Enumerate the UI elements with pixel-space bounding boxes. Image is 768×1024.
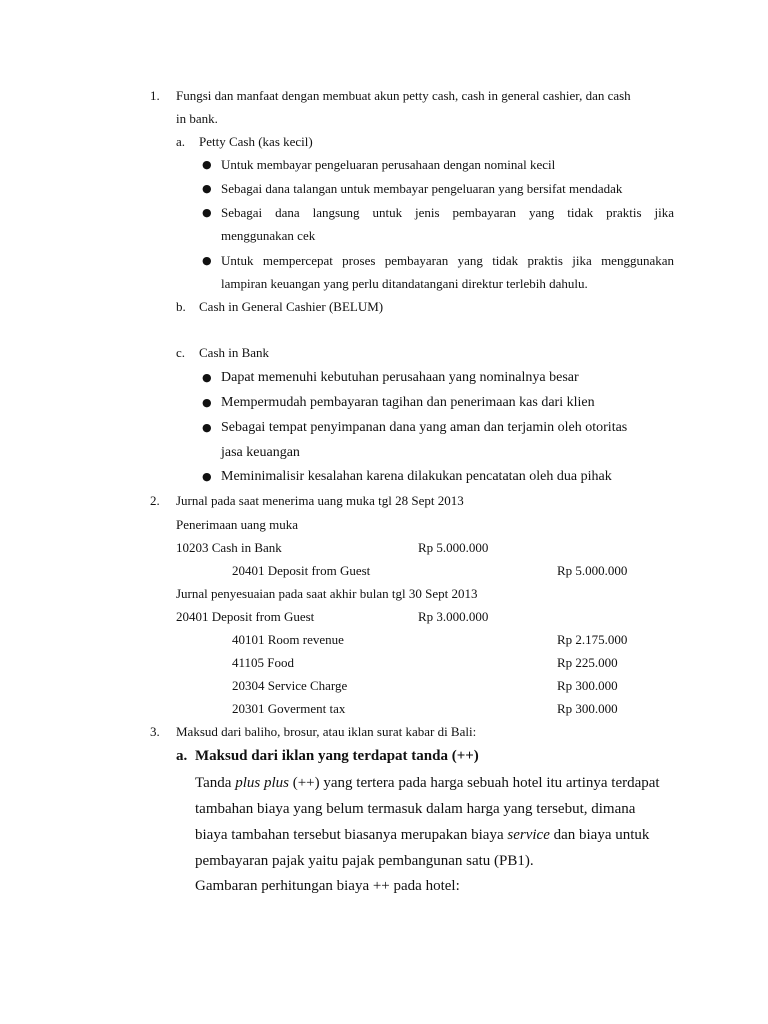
bullet-icon: ●	[202, 470, 212, 483]
item-1-number: 1.	[150, 88, 160, 103]
petty-cash-bullet-1: Untuk membayar pengeluaran perusahaan dengan nominal kecil	[221, 157, 556, 172]
item-1c-label: c.	[176, 345, 186, 360]
item-2-number: 2.	[150, 493, 160, 508]
cash-in-bank-bullet-3-line-1: Sebagai tempat penyimpanan dana yang aman dan terjamin oleh otoritas	[221, 420, 628, 435]
bullet-icon: ●	[202, 206, 212, 219]
bullet-icon: ●	[202, 396, 212, 409]
paragraph-line-4: pembayaran pajak yaitu pajak pembangunan satu (PB1).	[195, 853, 534, 869]
item-1b-label: b.	[176, 299, 186, 314]
bullet-icon: ●	[202, 182, 212, 195]
cash-in-bank-bullet-2: Mempermudah pembayaran tagihan dan penerimaan kas dari klien	[221, 395, 595, 410]
journal-subtitle-2: Jurnal penyesuaian pada saat akhir bulan tgl 30 Sept 2013	[176, 586, 478, 601]
item-3-number: 3.	[150, 724, 160, 739]
paragraph-line-2: tambahan biaya yang belum termasuk dalam harga yang tersebut, dimana	[195, 801, 636, 817]
item-2-title: Jurnal pada saat menerima uang muka tgl 28 Sept 2013	[176, 493, 464, 508]
journal-2-credit-amount: Rp 300.000	[557, 678, 618, 693]
item-3a-title: Maksud dari iklan yang terdapat tanda (++)	[195, 748, 479, 764]
journal-2-debit-account: 20401 Deposit from Guest	[176, 609, 315, 624]
item-1-title-line-1: Fungsi dan manfaat dengan membuat akun petty cash, cash in general cashier, dan cash	[176, 88, 631, 103]
bullet-icon: ●	[202, 421, 212, 434]
journal-2-credit-amount: Rp 300.000	[557, 701, 618, 716]
item-1-title-line-2: in bank.	[176, 111, 218, 126]
item-1b-title: Cash in General Cashier (BELUM)	[199, 299, 384, 314]
journal-2-credit-account: 20301 Goverment tax	[232, 701, 346, 716]
italic-term: plus plus	[235, 775, 289, 791]
petty-cash-bullet-4-line-1: Untuk mempercepat proses pembayaran yang tidak praktis jika menggunakan	[221, 253, 674, 268]
journal-2-credit-amount: Rp 225.000	[557, 655, 618, 670]
bullet-icon: ●	[202, 371, 212, 384]
paragraph-text: Tanda	[195, 775, 236, 791]
petty-cash-bullet-2: Sebagai dana talangan untuk membayar pengeluaran yang bersifat mendadak	[221, 181, 623, 196]
petty-cash-bullet-3-line-2: menggunakan cek	[221, 228, 316, 243]
item-3a-label: a.	[176, 748, 188, 764]
paragraph-text: dan biaya untuk	[549, 827, 650, 843]
italic-term: service	[507, 827, 550, 843]
petty-cash-bullet-3-line-1: Sebagai dana langsung untuk jenis pembayaran yang tidak praktis jika	[221, 205, 674, 220]
bullet-icon: ●	[202, 158, 212, 171]
paragraph-line-1	[195, 774, 660, 792]
paragraph-text: biaya tambahan tersebut biasanya merupakan biaya	[195, 827, 508, 843]
paragraph-line-3	[195, 826, 649, 844]
journal-2-credit-account: 41105 Food	[232, 655, 294, 670]
journal-subtitle-1: Penerimaan uang muka	[176, 517, 299, 532]
journal-2-credit-amount: Rp 2.175.000	[557, 632, 628, 647]
journal-2-credit-account: 40101 Room revenue	[232, 632, 344, 647]
journal-1-debit-account: 10203 Cash in Bank	[176, 540, 282, 555]
journal-1-credit-amount: Rp 5.000.000	[557, 563, 628, 578]
journal-1-debit-amount: Rp 5.000.000	[418, 540, 489, 555]
cash-in-bank-bullet-1: Dapat memenuhi kebutuhan perusahaan yang nominalnya besar	[221, 370, 579, 385]
cash-in-bank-bullet-3-line-2: jasa keuangan	[221, 445, 300, 460]
journal-2-credit-account: 20304 Service Charge	[232, 678, 348, 693]
journal-1-credit-account: 20401 Deposit from Guest	[232, 563, 371, 578]
petty-cash-bullet-4-line-2: lampiran keuangan yang perlu ditandatangani direktur terlebih dahulu.	[221, 276, 588, 291]
item-1c-title: Cash in Bank	[199, 345, 270, 360]
paragraph-line-5: Gambaran perhitungan biaya ++ pada hotel:	[195, 878, 460, 894]
paragraph-text: (++) yang tertera pada harga sebuah hotel itu artinya terdapat	[288, 775, 660, 791]
cash-in-bank-bullet-4: Meminimalisir kesalahan karena dilakukan pencatatan oleh dua pihak	[221, 469, 612, 484]
journal-2-debit-amount: Rp 3.000.000	[418, 609, 489, 624]
item-1a-title: Petty Cash (kas kecil)	[199, 134, 313, 149]
item-3-title: Maksud dari baliho, brosur, atau iklan surat kabar di Bali:	[176, 724, 477, 739]
item-1a-label: a.	[176, 134, 186, 149]
bullet-icon: ●	[202, 254, 212, 267]
